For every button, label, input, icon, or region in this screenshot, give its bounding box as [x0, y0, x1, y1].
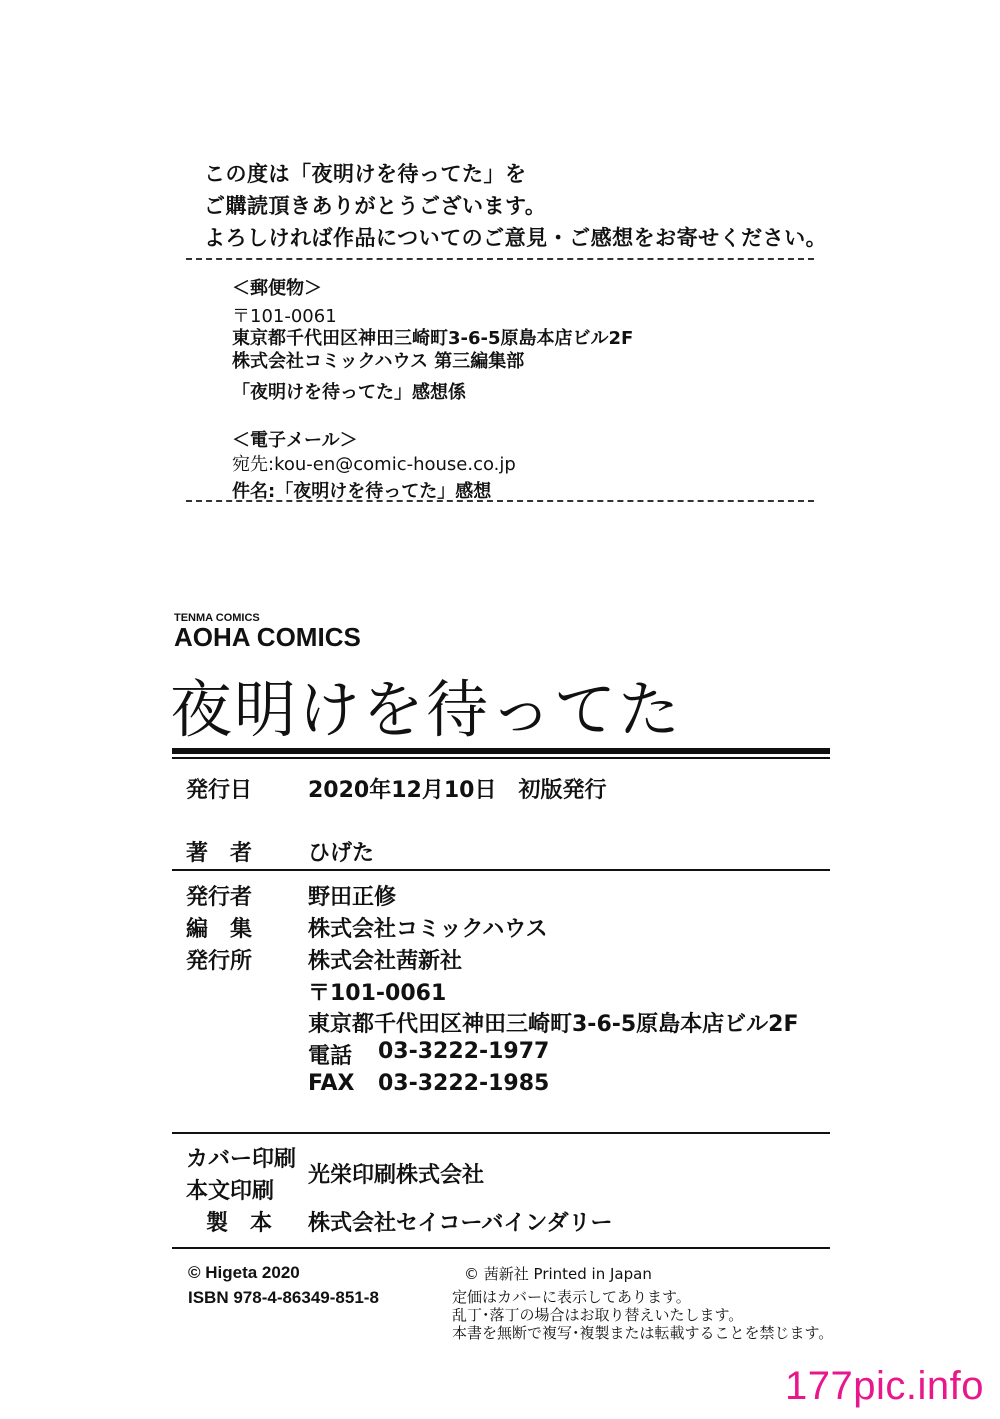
postal-dept: 「夜明けを待ってた」感想係 [232, 382, 466, 403]
office-address: 東京都千代田区神田三崎町3-6-5原島本店ビル2F [308, 1012, 799, 1037]
postal-zip: 〒101-0061 [232, 306, 337, 327]
title-rule-thin [172, 757, 830, 759]
binding-label: 製 本 [206, 1211, 273, 1236]
message-line-2: ご購読頂きありがとうございます。 [204, 194, 547, 218]
dashed-divider-bottom [186, 500, 814, 502]
note-price: 定価はカバーに表示してあります。 [452, 1288, 691, 1306]
editor-label: 編 集 [186, 917, 253, 942]
office-label: 発行所 [186, 949, 253, 974]
fax-value: 03-3222-1985 [378, 1071, 550, 1096]
office-value: 株式会社茜新社 [308, 949, 463, 974]
message-line-3: よろしければ作品についてのご意見・ご感想をお寄せください。 [204, 226, 828, 250]
rule-after-author [172, 869, 830, 871]
copyright-author: © Higeta 2020 [188, 1263, 300, 1282]
author-label: 著 者 [186, 841, 253, 866]
tel-label: 電話 [308, 1044, 353, 1069]
office-zip: 〒101-0061 [308, 981, 447, 1006]
dashed-divider-top [186, 258, 814, 260]
postal-heading: ＜郵便物＞ [232, 278, 322, 299]
note-copy-prohibited: 本書を無断で複写･複製または転載することを禁じます。 [452, 1324, 834, 1342]
rule-after-printing [172, 1247, 830, 1249]
rule-after-publisher [172, 1132, 830, 1134]
title-rule-thick [172, 748, 830, 754]
message-line-1: この度は「夜明けを待ってた」を [204, 162, 527, 186]
body-print-label: 本文印刷 [186, 1179, 275, 1204]
email-heading: ＜電子メール＞ [232, 430, 358, 451]
cover-print-label: カバー印刷 [186, 1147, 297, 1172]
date-value: 2020年12月10日 初版発行 [308, 778, 607, 803]
date-label: 発行日 [186, 778, 253, 803]
email-to: 宛先:kou-en@comic-house.co.jp [232, 454, 516, 475]
printer-value: 光栄印刷株式会社 [308, 1163, 485, 1188]
publisher-value: 野田正修 [308, 885, 397, 910]
email-subject: 件名:「夜明けを待ってた」感想 [232, 481, 492, 502]
watermark-text: 177pic.info [785, 1364, 984, 1408]
publisher-copyright: © 茜新社 Printed in Japan [464, 1265, 652, 1283]
postal-company: 株式会社コミックハウス 第三編集部 [232, 351, 525, 372]
postal-address: 東京都千代田区神田三崎町3-6-5原島本店ビル2F [232, 328, 634, 349]
note-replacement: 乱丁･落丁の場合はお取り替えいたします。 [452, 1306, 744, 1324]
binding-value: 株式会社セイコーバインダリー [308, 1211, 613, 1236]
series-label: AOHA COMICS [174, 622, 361, 652]
editor-value: 株式会社コミックハウス [308, 917, 548, 942]
fax-label: FAX [308, 1071, 355, 1096]
book-title: 夜明けを待ってた [170, 673, 683, 746]
tel-value: 03-3222-1977 [378, 1039, 550, 1064]
author-value: ひげた [308, 841, 375, 866]
isbn: ISBN 978-4-86349-851-8 [188, 1288, 379, 1307]
publisher-label: 発行者 [186, 885, 253, 910]
series-small-label: TENMA COMICS [174, 612, 260, 624]
